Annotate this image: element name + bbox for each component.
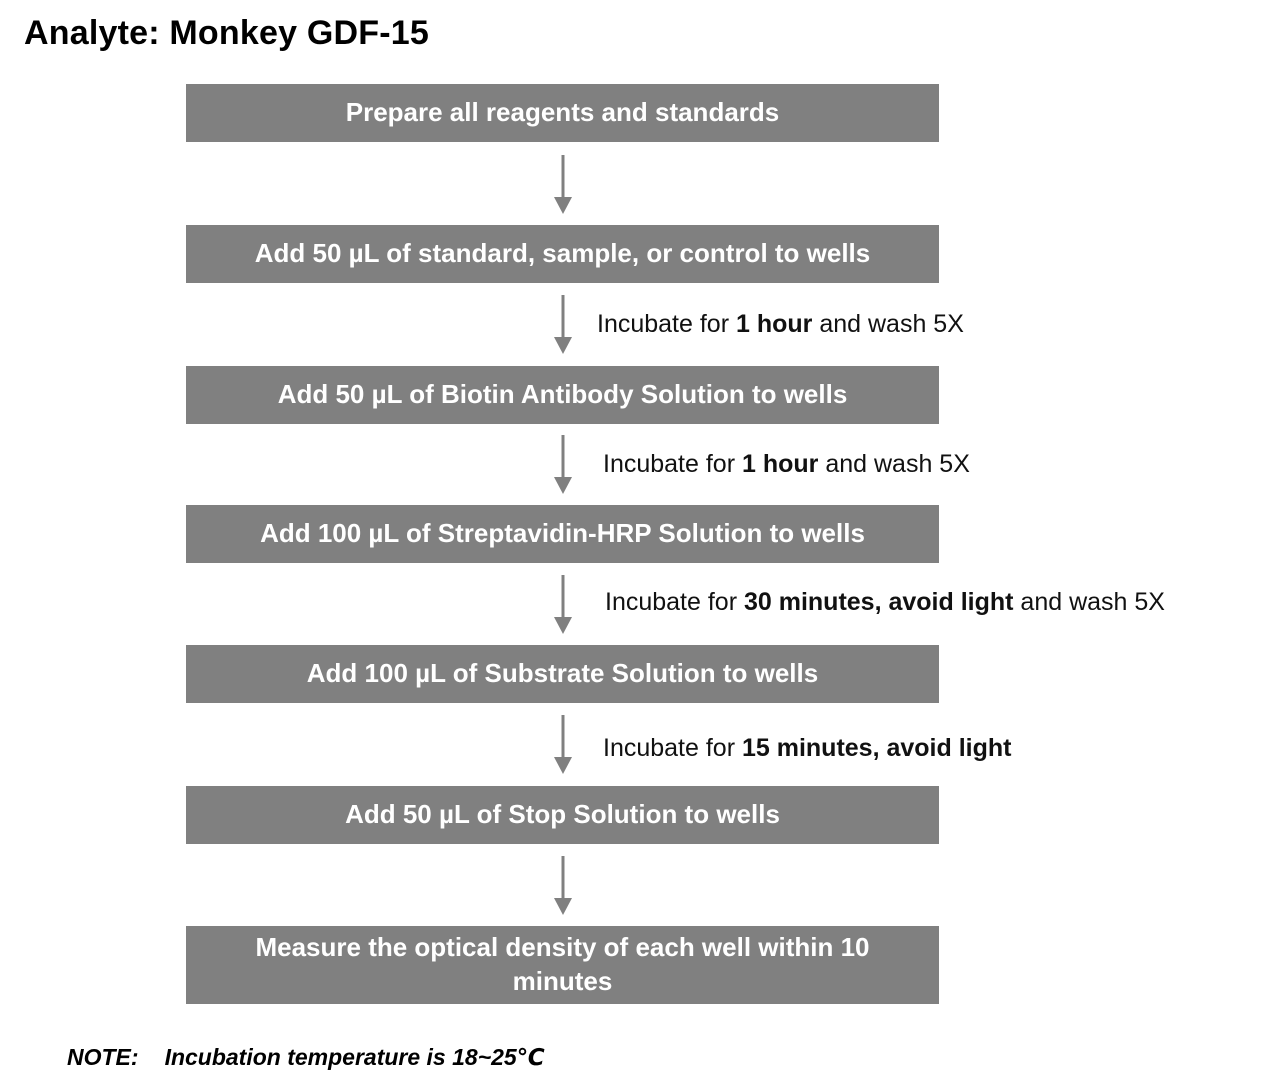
incubation-duration: 1 hour [741,450,819,478]
incubation-duration: 15 minutes, avoid light [741,734,1012,762]
down-arrow-icon [553,856,573,916]
note-label: NOTE: [67,1044,139,1070]
step-box-prepare: Prepare all reagents and standards [186,84,939,142]
down-arrow-icon [553,575,573,635]
step-box-add-sample: Add 50 µL of standard, sample, or control to wells [186,225,939,283]
incubation-note [603,734,1011,763]
incubation-suffix: and wash 5X [812,310,964,338]
step-box-stop-solution: Add 50 µL of Stop Solution to wells [186,786,939,844]
incubation-note [603,450,970,479]
incubation-suffix: and wash 5X [1013,588,1165,616]
incubation-duration: 1 hour [735,310,813,338]
incubation-duration: 30 minutes, avoid light [743,588,1014,616]
step-box-measure: Measure the optical density of each well within 10 minutes [186,926,939,1004]
down-arrow-icon [553,295,573,355]
incubation-suffix: and wash 5X [818,450,970,478]
step-box-streptavidin-hrp: Add 100 µL of Streptavidin-HRP Solution to wells [186,505,939,563]
down-arrow-icon [553,155,573,215]
step-box-substrate: Add 100 µL of Substrate Solution to wells [186,645,939,703]
incubation-note [605,588,1165,617]
incubation-note [597,310,964,339]
step-box-biotin-antibody: Add 50 µL of Biotin Antibody Solution to wells [186,366,939,424]
incubation-prefix: Incubate for [603,450,742,478]
incubation-prefix: Incubate for [603,734,742,762]
down-arrow-icon [553,715,573,775]
footnote [67,1044,545,1071]
down-arrow-icon [553,435,573,495]
incubation-prefix: Incubate for [597,310,736,338]
note-text: Incubation temperature is 18~25℃ [164,1044,545,1070]
page-title: Analyte: Monkey GDF-15 [24,14,429,52]
incubation-prefix: Incubate for [605,588,744,616]
